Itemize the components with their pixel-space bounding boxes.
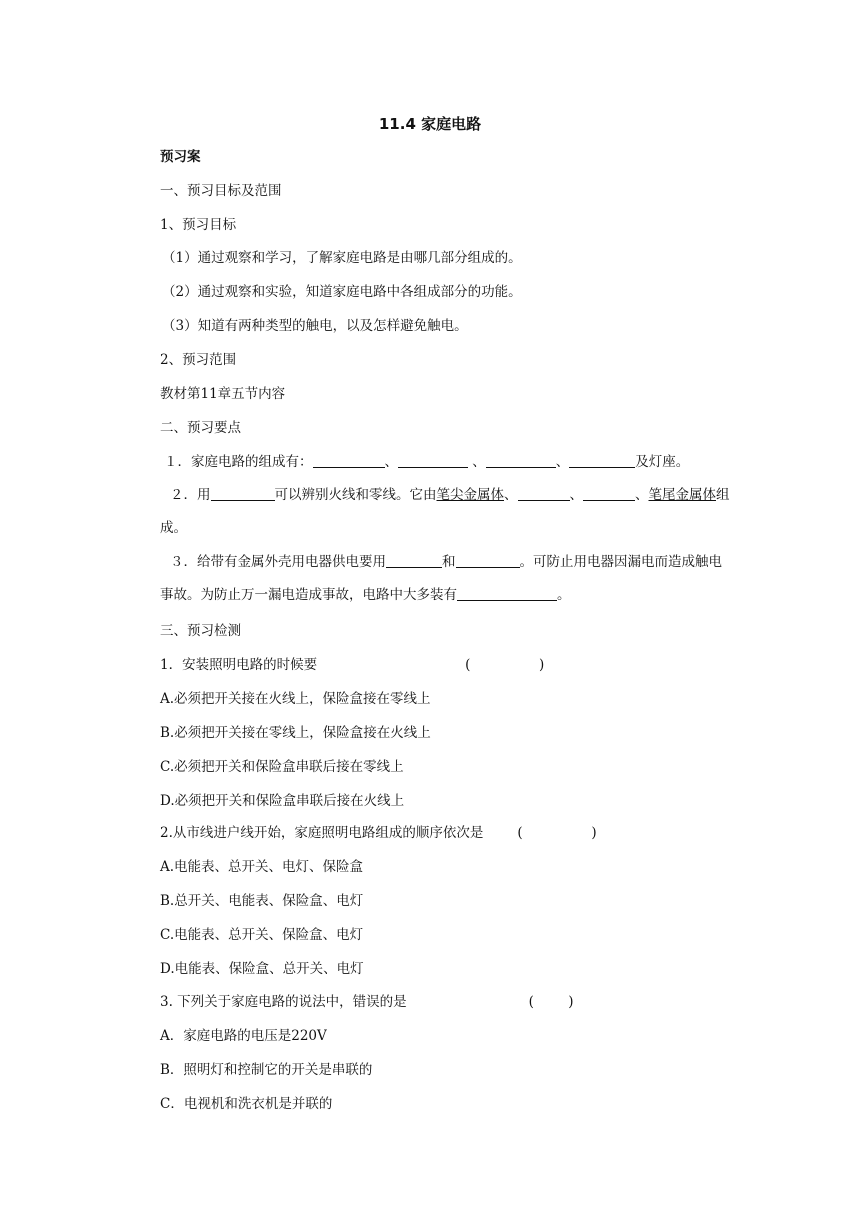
fill-blank[interactable] — [583, 486, 635, 501]
point-2-underlined: 笔尾金属体 — [648, 487, 716, 503]
question-2 — [160, 823, 732, 843]
q2-option-c: C.电能表、总开关、保险盒、电灯 — [160, 927, 364, 943]
fill-blank[interactable] — [456, 553, 520, 568]
q3-option-a: A．家庭电路的电压是220V — [160, 1028, 327, 1044]
fill-blank[interactable] — [569, 453, 635, 468]
fill-blank[interactable] — [486, 453, 556, 468]
point-2-start: ２．用 — [170, 487, 211, 503]
q3-option-c: C．电视机和洗衣机是并联的 — [160, 1096, 333, 1112]
question-2-stem: 2.从市线进户线开始，家庭照明电路组成的顺序依次是 — [160, 825, 484, 841]
fill-blank[interactable] — [313, 453, 385, 468]
q3-option-b: B．照明灯和控制它的开关是串联的 — [160, 1062, 373, 1078]
part3-heading: 三、预习检测 — [160, 623, 241, 639]
point-2-end: 组成。 — [160, 487, 730, 536]
point-2-mid: 可以辨别火线和零线。它由 — [274, 487, 437, 503]
fill-blank[interactable] — [457, 586, 557, 601]
point-3-start: ３．给带有金属外壳用电器供电要用 — [170, 554, 386, 570]
q2-option-b: B.总开关、电能表、保险盒、电灯 — [160, 893, 364, 909]
point-2-sep: 、 — [569, 487, 583, 503]
point-3 — [160, 546, 732, 612]
question-1 — [160, 655, 732, 675]
section-label: 预习案 — [160, 149, 201, 165]
goal-item-1: （1）通过观察和学习，了解家庭电路是由哪几部分组成的。 — [162, 250, 522, 266]
point-1 — [164, 452, 732, 472]
document-title: 11.4 家庭电路 — [378, 115, 482, 133]
point-1-start: １．家庭电路的组成有： — [164, 454, 313, 470]
part2-heading: 二、预习要点 — [160, 420, 241, 436]
point-1-sep: 、 — [555, 454, 570, 470]
point-2-underlined: 笔尖金属体 — [436, 487, 504, 503]
answer-bracket[interactable]: ( ) — [528, 994, 574, 1010]
answer-bracket[interactable]: ( ) — [517, 825, 597, 841]
q1-option-b: B.必须把开关接在零线上，保险盒接在火线上 — [160, 725, 431, 741]
question-3 — [160, 992, 732, 1012]
q2-option-d: D.电能表、保险盒、总开关、电灯 — [160, 961, 364, 977]
q2-option-a: A.电能表、总开关、电灯、保险盒 — [160, 859, 364, 875]
answer-bracket[interactable]: ( ) — [465, 657, 545, 673]
fill-blank[interactable] — [386, 553, 442, 568]
range-text: 教材第11章五节内容 — [160, 386, 286, 402]
point-1-end: 及灯座。 — [635, 454, 690, 470]
q1-option-c: C.必须把开关和保险盒串联后接在零线上 — [160, 759, 404, 775]
fill-blank[interactable] — [211, 486, 275, 501]
goals-heading: 1、预习目标 — [160, 217, 237, 233]
point-3-mid: 。可防止用电器因漏电而造成触电事故。为防止万一漏电造成事故，电路中大多装有 — [160, 554, 722, 603]
point-1-sep: 、 — [468, 454, 486, 470]
goal-item-3: （3）知道有两种类型的触电，以及怎样避免触电。 — [162, 318, 468, 334]
question-3-stem: 3. 下列关于家庭电路的说法中，错误的是 — [160, 994, 407, 1010]
point-2-sep: 、 — [635, 487, 649, 503]
part1-heading: 一、预习目标及范围 — [160, 183, 282, 199]
point-3-and: 和 — [442, 554, 456, 570]
q1-option-a: A.必须把开关接在火线上，保险盒接在零线上 — [160, 691, 431, 707]
point-1-sep: 、 — [384, 454, 398, 470]
point-3-end: 。 — [557, 587, 571, 603]
fill-blank[interactable] — [398, 453, 468, 468]
goal-item-2: （2）通过观察和实验，知道家庭电路中各组成部分的功能。 — [162, 284, 522, 300]
question-1-stem: 1．安装照明电路的时候要 — [160, 657, 318, 673]
q1-option-d: D.必须把开关和保险盒串联后接在火线上 — [160, 793, 405, 809]
point-2-sep: 、 — [504, 487, 518, 503]
point-2 — [160, 479, 732, 545]
range-heading: 2、预习范围 — [160, 352, 237, 368]
fill-blank[interactable] — [518, 486, 570, 501]
